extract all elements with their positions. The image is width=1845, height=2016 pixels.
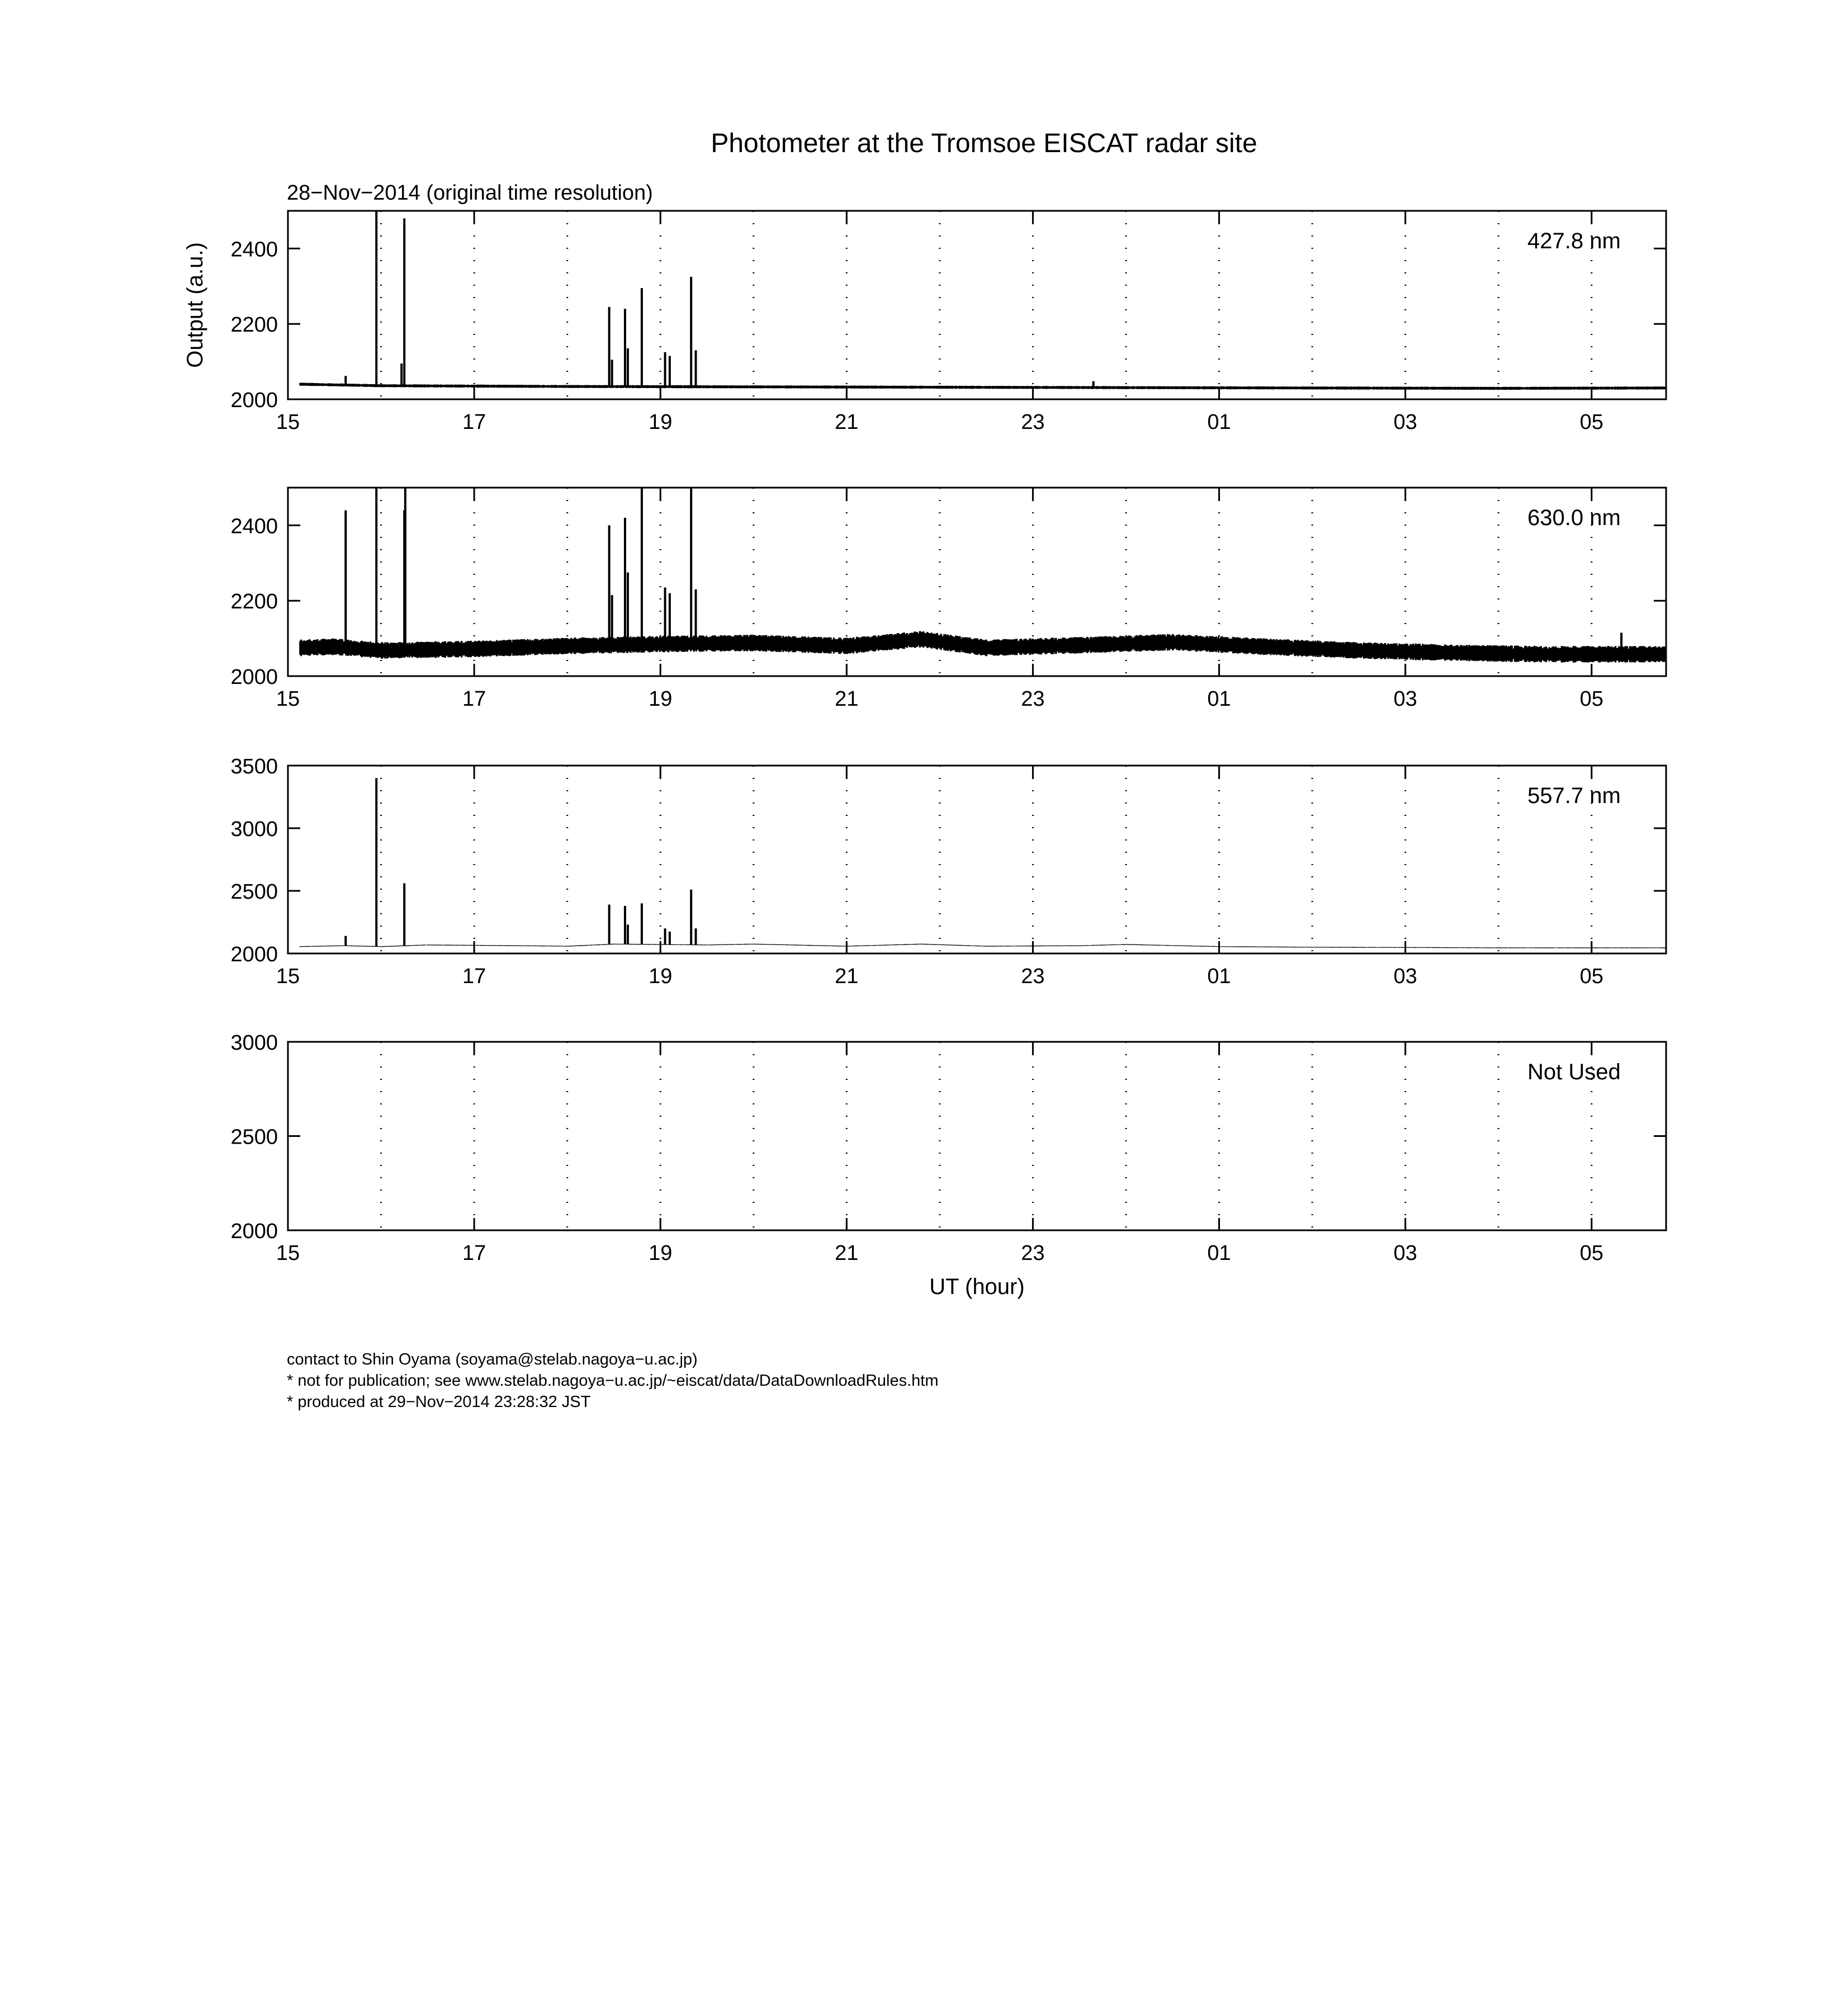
x-tick-label: 21 bbox=[835, 965, 859, 988]
panel-label: 427.8 nm bbox=[1527, 229, 1621, 253]
y-tick-label: 2200 bbox=[230, 590, 278, 614]
y-tick-label: 2000 bbox=[230, 665, 278, 689]
y-axis-label: Output (a.u.) bbox=[183, 242, 207, 368]
x-tick-label: 17 bbox=[462, 410, 486, 434]
axes-frame bbox=[288, 211, 1666, 399]
y-tick-label: 3000 bbox=[230, 818, 278, 841]
series-2-trace bbox=[300, 631, 1666, 663]
x-tick-label: 19 bbox=[649, 410, 673, 434]
x-tick-label: 15 bbox=[276, 1241, 300, 1265]
y-tick-label: 2400 bbox=[230, 514, 278, 539]
x-tick-label: 23 bbox=[1021, 1241, 1045, 1265]
y-tick-label: 2500 bbox=[230, 880, 278, 904]
y-tick-label: 3500 bbox=[230, 755, 278, 778]
y-tick-label: 3000 bbox=[230, 1031, 278, 1055]
footer-rules: * not for publication; see www.stelab.nagoya−u.ac.jp/~eiscat/data/DataDownloadRules.htm bbox=[287, 1372, 939, 1390]
panel-label: 557.7 nm bbox=[1527, 783, 1621, 808]
x-tick-label: 19 bbox=[649, 687, 673, 711]
y-tick-label: 2500 bbox=[230, 1125, 278, 1149]
x-tick-label: 05 bbox=[1579, 687, 1603, 711]
x-tick-label: 03 bbox=[1393, 965, 1417, 988]
x-tick-label: 15 bbox=[276, 410, 300, 434]
y-tick-label: 2000 bbox=[230, 389, 278, 412]
x-tick-label: 01 bbox=[1207, 687, 1231, 711]
x-tick-label: 03 bbox=[1393, 410, 1417, 434]
x-tick-label: 05 bbox=[1579, 1241, 1603, 1265]
x-tick-label: 15 bbox=[276, 687, 300, 711]
panel-label: 630.0 nm bbox=[1527, 506, 1621, 530]
x-tick-label: 03 bbox=[1393, 687, 1417, 711]
x-tick-label: 23 bbox=[1021, 410, 1045, 434]
panels-group bbox=[183, 211, 1666, 1299]
x-tick-label: 17 bbox=[462, 965, 486, 988]
x-tick-label: 05 bbox=[1579, 965, 1603, 988]
x-tick-label: 19 bbox=[649, 1241, 673, 1265]
x-tick-label: 01 bbox=[1207, 410, 1231, 434]
x-tick-label: 01 bbox=[1207, 1241, 1231, 1265]
footer-notes bbox=[287, 1349, 939, 1413]
footer-contact: contact to Shin Oyama (soyama@stelab.nagoya−u.ac.jp) bbox=[287, 1351, 698, 1368]
panel-label: Not Used bbox=[1527, 1060, 1621, 1084]
x-tick-label: 15 bbox=[276, 965, 300, 988]
axes-frame bbox=[288, 1042, 1666, 1230]
x-tick-label: 23 bbox=[1021, 965, 1045, 988]
x-axis-label: UT (hour) bbox=[929, 1274, 1025, 1299]
x-tick-label: 03 bbox=[1393, 1241, 1417, 1265]
x-tick-label: 23 bbox=[1021, 687, 1045, 711]
axes-frame bbox=[288, 766, 1666, 953]
panel-1 bbox=[183, 211, 1666, 434]
y-tick-label: 2000 bbox=[230, 1220, 278, 1243]
series-1-trace bbox=[300, 383, 1666, 390]
x-tick-label: 05 bbox=[1579, 410, 1603, 434]
x-tick-label: 01 bbox=[1207, 965, 1231, 988]
y-tick-label: 2200 bbox=[230, 313, 278, 337]
panel-2 bbox=[230, 488, 1666, 711]
x-tick-label: 21 bbox=[835, 410, 859, 434]
x-tick-label: 17 bbox=[462, 1241, 486, 1265]
panel-4 bbox=[230, 1031, 1666, 1299]
y-tick-label: 2000 bbox=[230, 943, 278, 966]
x-tick-label: 21 bbox=[835, 687, 859, 711]
x-tick-label: 19 bbox=[649, 965, 673, 988]
x-tick-label: 21 bbox=[835, 1241, 859, 1265]
y-tick-label: 2400 bbox=[230, 238, 278, 262]
footer-produced: * produced at 29−Nov−2014 23:28:32 JST bbox=[287, 1393, 591, 1411]
figure-subtitle: 28−Nov−2014 (original time resolution) bbox=[287, 181, 653, 205]
figure-title: Photometer at the Tromsoe EISCAT radar site bbox=[711, 129, 1257, 158]
panel-3 bbox=[230, 755, 1666, 988]
series-3-trace bbox=[300, 944, 1666, 948]
x-tick-label: 17 bbox=[462, 687, 486, 711]
